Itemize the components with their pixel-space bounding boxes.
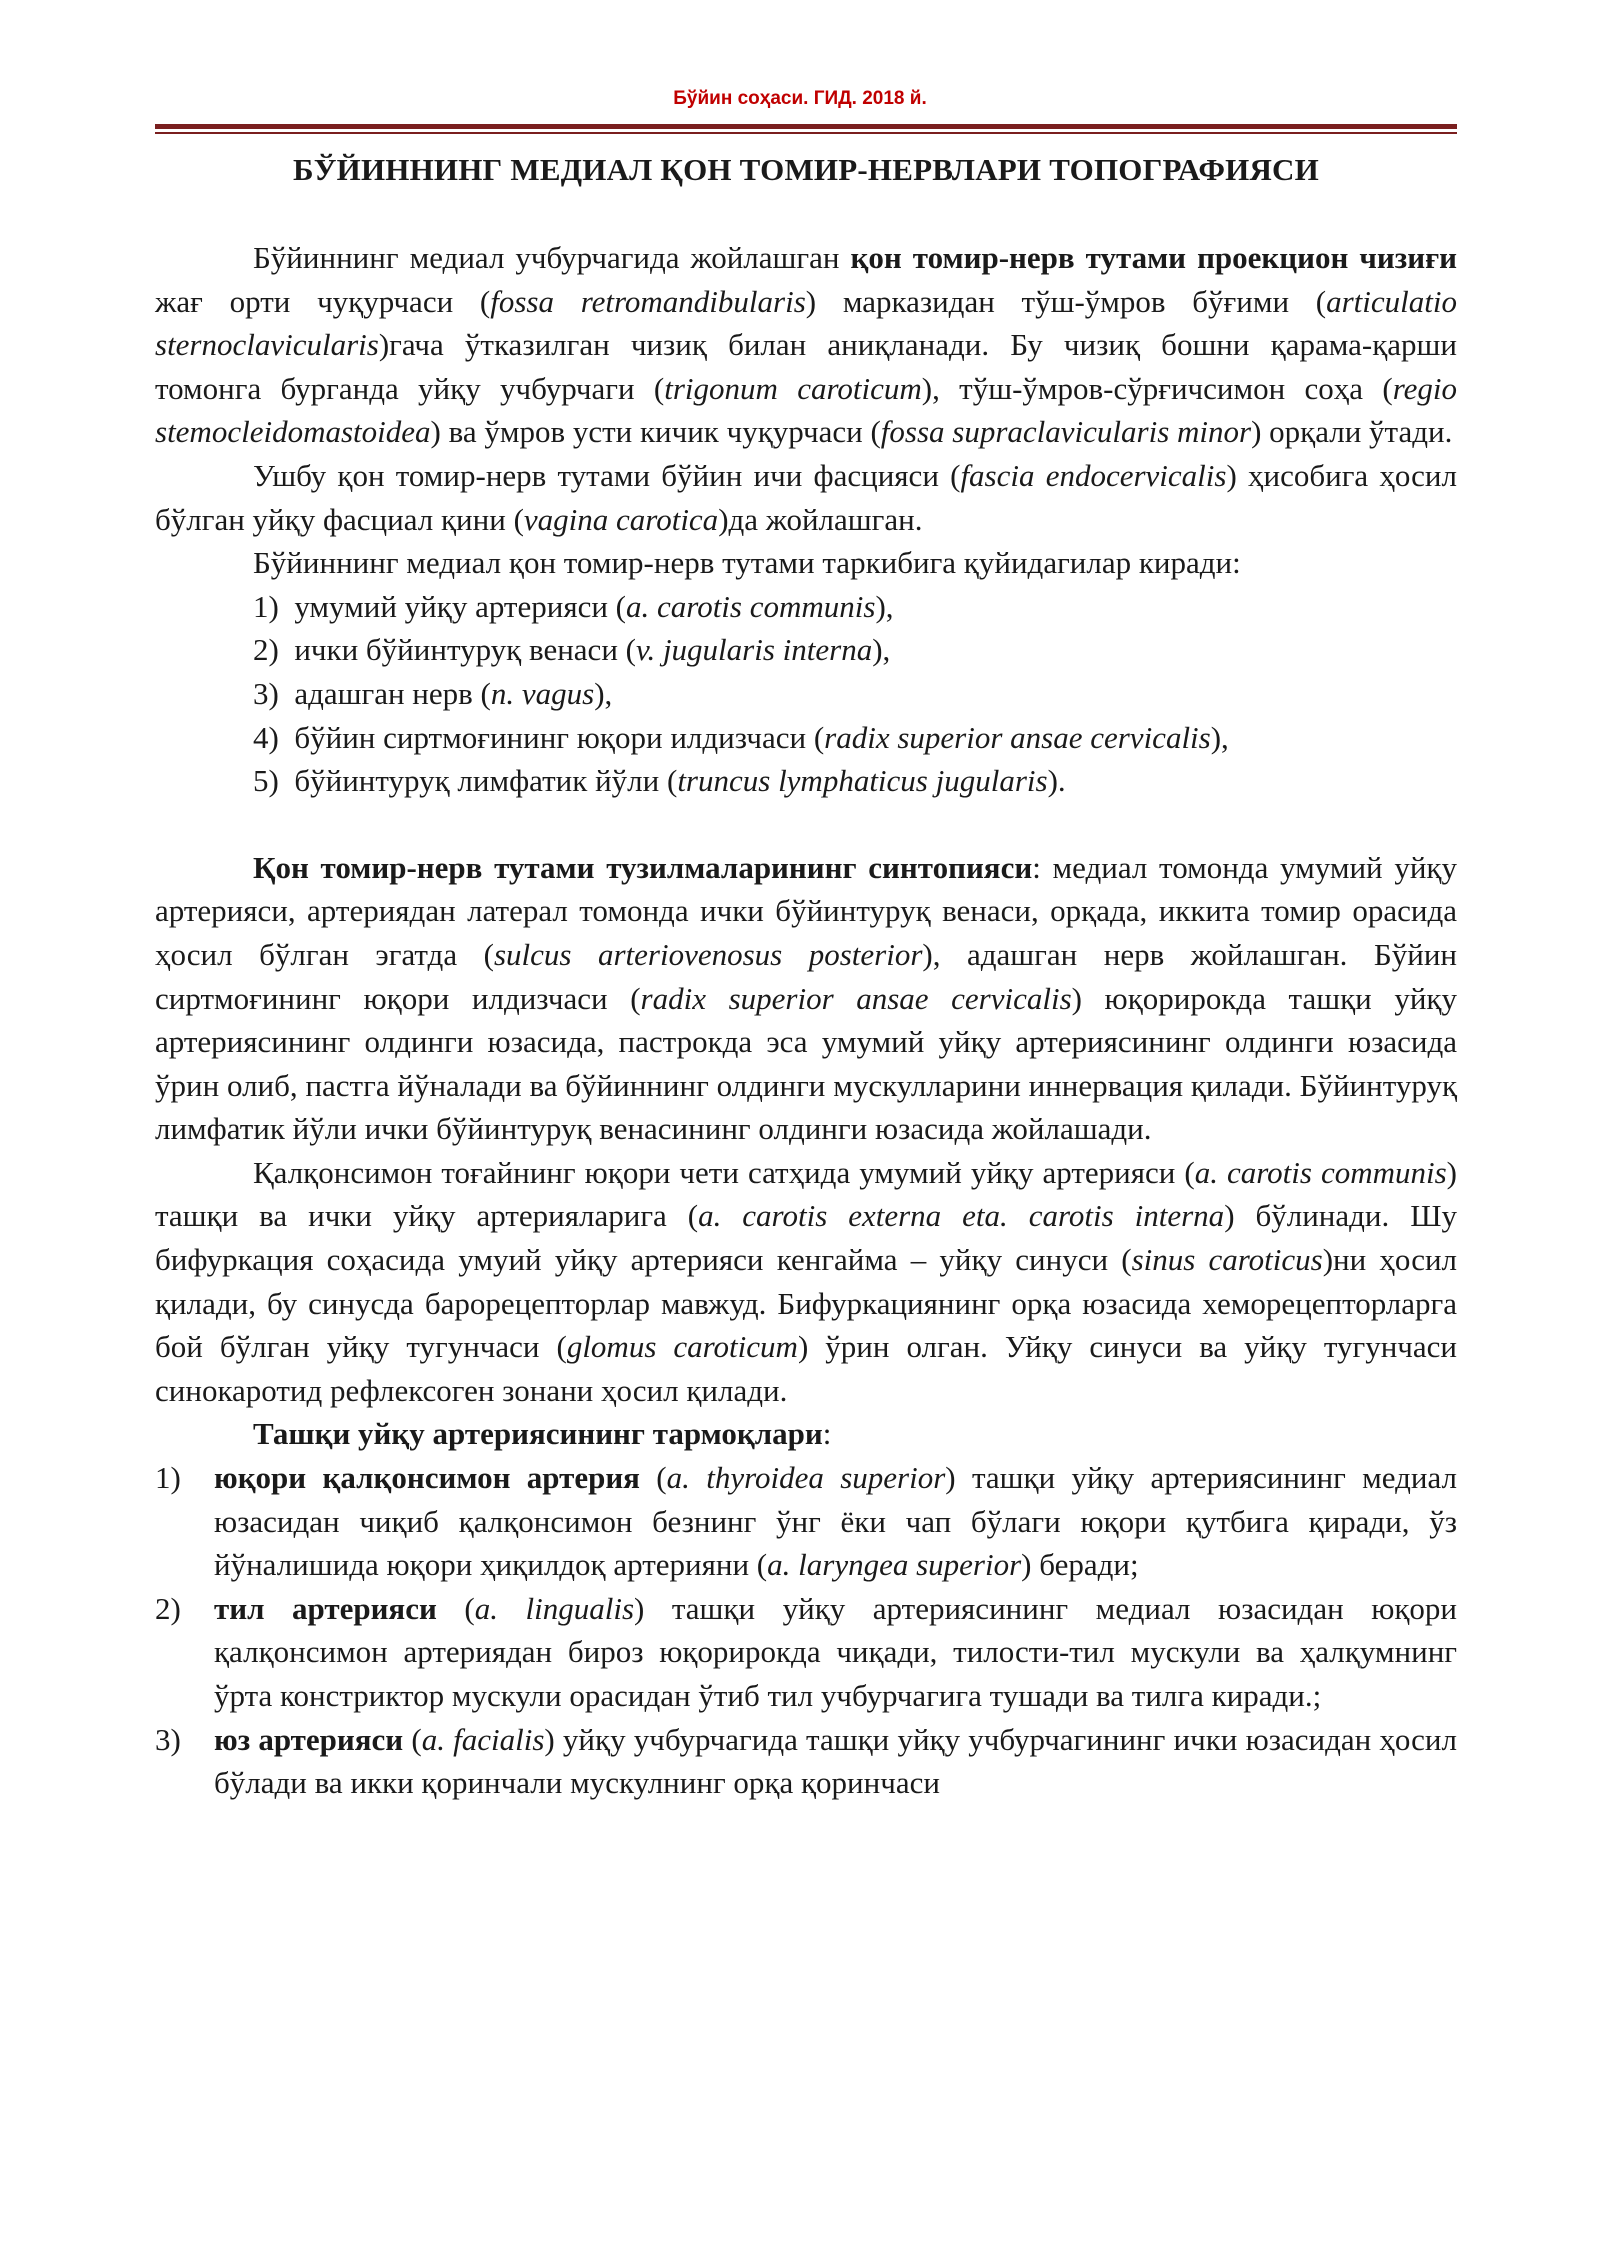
text-run: ( <box>639 1460 667 1496</box>
text-run: ) ўрин олган. Уйқу синуси ва уйқу тугунчаси синокаротид рефлексоген зонани ҳосил қилади. <box>155 1329 1457 1408</box>
branches-list <box>155 1456 1457 1805</box>
text-run: Қалқонсимон тоғайнинг юқори чети сатҳида умумий уйқу артерияси ( <box>253 1154 1195 1190</box>
text-run: бўйин сиртмоғининг юқори илдизчаси ( <box>294 719 825 755</box>
latin-term: a. carotis communis <box>1194 1154 1447 1190</box>
list-number: 3) <box>155 1721 181 1757</box>
paragraph-fascia <box>155 454 1457 541</box>
text-run: ) ташқи уйқу артериясининг медиал юзасидан чиқиб қалқонсимон безнинг ўнг ёки чап бўлаги юқори қутбига қиради, ўз йўналишида юқори ҳиқилдоқ артерияни ( <box>214 1460 1457 1583</box>
text-run: ) ташқи уйқу артериясининг медиал юзасидан юқори қалқонсимон артериядан бироз юқорирокда чиқади, тилости-тил мускули ва ҳалқумнинг ўрта констриктор мускули орасидан ўтиб тил учбурчагига тушади ва тилга киради.; <box>214 1590 1458 1713</box>
text-run: ) уйқу учбурчагида ташқи уйқу учбурчагининг ички юзасидан ҳосил бўлади ва икки қоринчали мускулнинг орқа қоринчаси <box>214 1721 1457 1801</box>
latin-term: a. carotis communis <box>626 588 876 624</box>
text-run: адашган нерв ( <box>294 675 491 711</box>
text-run: ) орқали ўтади. <box>1251 414 1453 450</box>
text-run: ( <box>403 1721 422 1757</box>
list-number: 3) <box>253 675 279 711</box>
bold-term: қон томир-нерв тутами проекцион чизиғи <box>850 240 1458 275</box>
text-run: ), <box>594 675 613 711</box>
bold-term: тил артерияси <box>214 1590 437 1626</box>
branches-heading <box>155 1412 1457 1456</box>
text-run: ), адашган нерв жойлашган. Бўйин сиртмоғининг юқори илдизчаси ( <box>155 936 1458 1016</box>
bold-term: Қон томир-нерв тутами тузилмаларининг синтопияси <box>253 849 1033 885</box>
text-run: ички бўйинтуруқ венаси ( <box>294 632 636 668</box>
list-item <box>155 1456 1457 1587</box>
latin-term: glomus caroticum <box>566 1329 798 1365</box>
text-run: ), <box>1210 719 1229 755</box>
latin-term: v. jugularis interna <box>635 632 873 668</box>
text-run: бўйинтуруқ лимфатик йўли ( <box>294 763 678 799</box>
paragraph-bifurcation <box>155 1151 1457 1413</box>
list-item <box>155 716 1457 760</box>
text-run: ), тўш-ўмров-сўрғичсимон соҳа ( <box>921 370 1393 406</box>
latin-term: a. facialis <box>421 1721 545 1757</box>
list-item <box>155 585 1457 629</box>
text-run: ) бўлинади. Шу бифуркация соҳасида умуий уйқу артерияси кенгайма – уйқу синуси ( <box>155 1198 1457 1278</box>
latin-term: sinus caroticus <box>1131 1242 1323 1278</box>
latin-term: trigonum caroticum <box>664 370 922 406</box>
paragraph-composition: Бўйиннинг медиал қон томир-нерв тутами таркибига қуйидагилар киради: <box>253 545 1241 581</box>
latin-term: regio stemocleidomastoidea <box>155 370 1457 450</box>
bold-term: Ташқи уйқу артериясининг тармоқлари <box>253 1416 823 1452</box>
latin-term: articulatio sternoclavicularis <box>155 283 1457 363</box>
list-number: 1) <box>253 588 279 624</box>
latin-term: radix superior ansae cervicalis <box>824 719 1211 755</box>
header-rule-thick <box>155 124 1457 129</box>
blank-line <box>155 803 1457 846</box>
list-item <box>155 628 1457 672</box>
paragraph-syntopy <box>155 846 1457 1151</box>
text-run: ) беради; <box>1021 1547 1139 1583</box>
text-run: : медиал томонда умумий уйқу артерияси, артериядан латерал томонда ички бўйинтуруқ венаси, орқада, иккита томир орасида ҳосил бўлган эгатда ( <box>155 849 1457 972</box>
text-run: ( <box>436 1590 475 1626</box>
bold-term: юз артерияси <box>214 1721 404 1757</box>
paragraph-projection-line <box>155 236 1457 454</box>
list-item <box>155 759 1457 803</box>
list-item <box>155 672 1457 716</box>
text-run: ) ва ўмров усти кичик чуқурчаси ( <box>430 414 881 450</box>
text-run: ) юқорирокда ташқи уйқу артериясининг олдинги юзасида, пастрокда эса умумий уйқу артериясининг олдинги юзасида ўрин олиб, пастга йўналади ва бўйиннинг олдинги мускулларини иннервация қилади. Бўйинтуруқ лимфатик йўли ички бўйинтуруқ венасининг олдинги юзасида жойлашади. <box>155 980 1457 1147</box>
text-run: )гача ўтказилган чизиқ билан аниқланади. Бу чизиқ бошни қарама-қарши томонга бурганда уйқу учбурчаги ( <box>155 327 1457 406</box>
latin-term: a. carotis externa eta. carotis interna <box>698 1198 1225 1234</box>
document-body <box>155 236 1457 1805</box>
latin-term: a. lingualis <box>474 1590 635 1626</box>
text-run: Ушбу қон томир-нерв тутами бўйин ичи фасцияси ( <box>253 457 961 493</box>
latin-term: fossa supraclavicularis minor <box>880 414 1252 450</box>
latin-term: fascia endocervicalis <box>960 457 1227 493</box>
text-run: : <box>822 1416 832 1452</box>
list-number: 1) <box>155 1460 181 1496</box>
text-run: ), <box>872 632 891 668</box>
list-item <box>155 1718 1457 1805</box>
latin-term: fossa retromandibularis <box>490 283 806 319</box>
header-rule-thin <box>155 132 1457 134</box>
text-run: Бўйиннинг медиал учбурчагида жойлашган <box>253 240 851 275</box>
components-list <box>155 585 1457 803</box>
list-number: 2) <box>253 632 279 668</box>
latin-term: truncus lymphaticus jugularis <box>677 763 1048 799</box>
text-run: жағ орти чуқурчаси ( <box>155 283 491 319</box>
text-run: умумий уйқу артерияси ( <box>294 588 627 624</box>
list-number: 2) <box>155 1590 181 1626</box>
latin-term: radix superior ansae cervicalis <box>640 980 1072 1016</box>
text-run: )да жойлашган. <box>718 501 923 537</box>
text-run: ). <box>1047 763 1066 799</box>
list-number: 4) <box>253 719 279 755</box>
latin-term: sulcus arteriovenosus posterior <box>493 936 923 972</box>
latin-term: vagina carotica <box>523 501 719 537</box>
text-run: ) ҳисобига ҳосил бўлган уйқу фасциал қини ( <box>155 457 1457 537</box>
text-run: )ни ҳосил қилади, бу синусда барорецепторлар мавжуд. Бифуркациянинг орқа юзасида хеморецепторларга бой бўлган уйқу тугунчаси ( <box>155 1242 1458 1365</box>
list-item <box>155 1587 1457 1718</box>
list-number: 5) <box>253 763 279 799</box>
bold-term: юқори қалқонсимон артерия <box>214 1460 640 1496</box>
running-header: Бўйин соҳаси. ГИД. 2018 й. <box>673 88 927 109</box>
page-title: БЎЙИННИНГ МЕДИАЛ ҚОН ТОМИР-НЕРВЛАРИ ТОПОГРАФИЯСИ <box>293 152 1319 187</box>
text-run: ) ташқи ва ички уйқу артерияларига ( <box>155 1154 1457 1234</box>
latin-term: a. thyroidea superior <box>666 1460 946 1496</box>
text-run: ) марказидан тўш-ўмров бўғими ( <box>805 283 1327 319</box>
text-run: ), <box>875 588 894 624</box>
latin-term: n. vagus <box>490 675 595 711</box>
latin-term: a. laryngea superior <box>767 1547 1022 1583</box>
